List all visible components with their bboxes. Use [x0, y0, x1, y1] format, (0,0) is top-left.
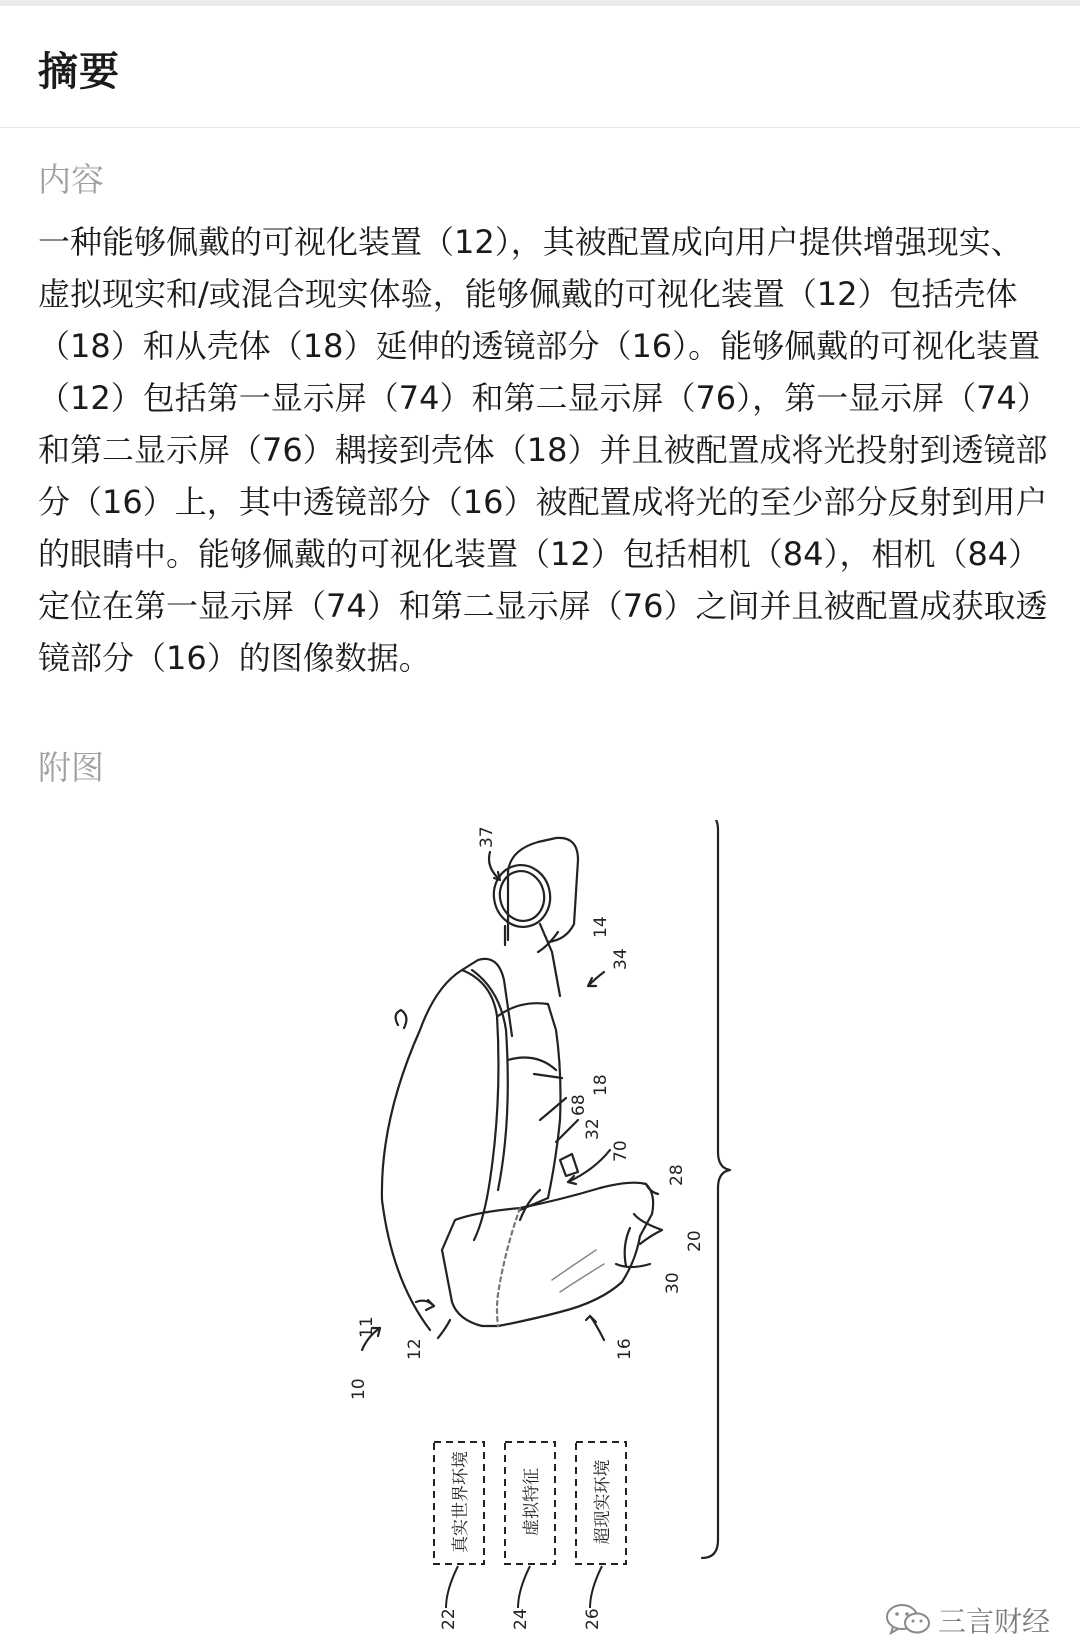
ref-26: 26 [583, 1608, 603, 1630]
ref-20: 20 [685, 1230, 705, 1252]
watermark [884, 1598, 1074, 1638]
ref-16: 16 [615, 1338, 635, 1360]
lens-portion [442, 1183, 653, 1326]
ref-70: 70 [611, 1140, 631, 1162]
ref-68: 68 [569, 1094, 589, 1116]
box-label-real-world: 真实世界环境 [451, 1451, 471, 1553]
ref-24: 24 [511, 1608, 531, 1630]
ref-14: 14 [591, 916, 611, 938]
content-label: 内容 [38, 160, 104, 199]
headset-drawing [0, 820, 1080, 1650]
header [0, 6, 1080, 128]
ref-37: 37 [477, 826, 497, 848]
wechat-icon [884, 1602, 932, 1636]
page-title: 摘要 [38, 49, 120, 95]
bracket-line [702, 820, 730, 1558]
ref-30: 30 [663, 1272, 683, 1294]
ref-34: 34 [611, 948, 631, 970]
ref-22: 22 [439, 1608, 459, 1630]
box-label-virtual-features: 虚拟特征 [522, 1468, 542, 1536]
ref-10: 10 [349, 1378, 369, 1400]
ref-12: 12 [405, 1338, 425, 1360]
ref-11: 11 [357, 1316, 377, 1338]
box-label-ar-env: 超现实环境 [593, 1459, 613, 1545]
ref-32: 32 [583, 1118, 603, 1140]
watermark-text: 三言财经 [938, 1605, 1051, 1638]
patent-figure [0, 820, 1080, 1650]
figure-label: 附图 [38, 748, 104, 787]
abstract-text: 一种能够佩戴的可视化装置（12），其被配置成向用户提供增强现实、虚拟现实和/或混合现实体验，能够佩戴的可视化装置（12）包括壳体（18）和从壳体（18）延伸的透镜部分（16）。能够佩戴的可视化装置（12）包括第一显示屏（74）和第二显示屏（76），第一显示屏（74）和第二显示屏（76）耦接到壳体（18）并且被配置成将光投射到透镜部分（16）上，其中透镜部分（16）被配置成将光的至少部分反射到用户的眼睛中。能够佩戴的可视化装置（12）包括相机（84），相机（84）定位在第一显示屏（74）和第二显示屏（76）之间并且被配置成获取透镜部分（16）的图像数据。 [38, 223, 1048, 677]
ref-18: 18 [591, 1074, 611, 1096]
ref-28: 28 [667, 1164, 687, 1186]
